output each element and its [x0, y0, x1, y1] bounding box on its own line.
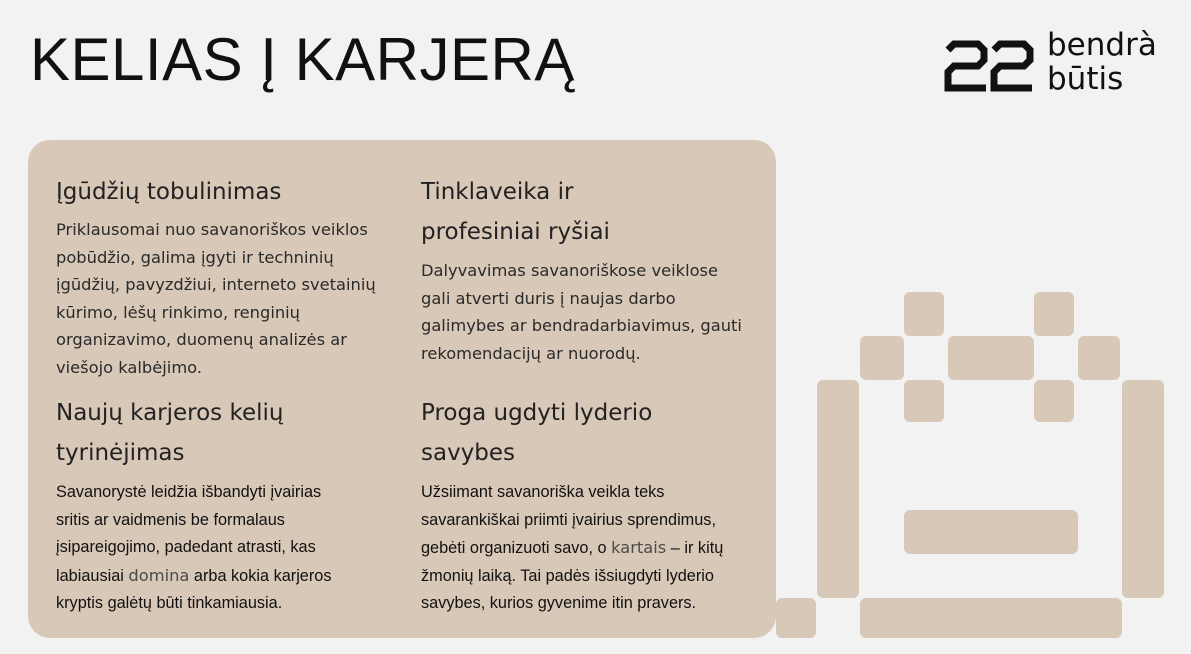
- logo-line-1: bendrà: [1047, 27, 1157, 63]
- body-accent-word: domina: [128, 565, 190, 585]
- section-heading: [421, 393, 766, 473]
- body-line: savarankiškai priimti įvairius sprendimus,: [421, 510, 716, 529]
- body-line: pobūdžio, galima įgyti ir techninių: [56, 247, 334, 267]
- section-skills: [56, 172, 401, 381]
- body-line: – ir kitų: [666, 539, 724, 557]
- section-career-paths: [56, 393, 401, 618]
- body-line: įsipareigojimo, padedant atrasti, kas: [56, 538, 316, 556]
- body-line: viešojo kalbėjimo.: [56, 357, 203, 377]
- body-line: Savanorystė leidžia išbandyti įvairias: [56, 483, 322, 501]
- section-heading: [421, 172, 761, 252]
- body-line: arba kokia karjeros: [189, 566, 332, 585]
- body-line: kryptis galėtų būti tinkamiausia.: [56, 594, 283, 612]
- section-body: [56, 216, 401, 381]
- body-accent-word: kartais: [611, 538, 667, 557]
- body-line: galimybes ar bendradarbiavimus, gauti: [421, 316, 742, 335]
- heading-line: savybes: [421, 440, 516, 466]
- pixel-calendar-face-icon: [760, 280, 1180, 654]
- body-line: Priklausomai nuo savanoriškos veiklos: [56, 220, 368, 239]
- heading-line: Proga ugdyti lyderio: [421, 400, 653, 426]
- brand-logo: [944, 28, 1174, 100]
- logo-line-2: būtis: [1047, 61, 1124, 97]
- body-line: Užsiimant savanoriška veikla teks: [421, 483, 665, 501]
- body-line: įgūdžių, pavyzdžiui, interneto svetainių: [56, 275, 376, 294]
- section-heading: Įgūdžių tobulinimas: [56, 179, 282, 205]
- heading-line: Naujų karjeros kelių: [56, 400, 284, 426]
- body-line: labiausiai: [56, 566, 129, 585]
- page-title: KELIAS Į KARJERĄ: [30, 26, 575, 93]
- heading-line: tyrinėjimas: [56, 440, 185, 466]
- body-line: gebėti organizuoti savo, o: [421, 539, 612, 557]
- body-line: savybes, kurios gyvenime itin pravers.: [421, 594, 697, 612]
- body-line: žmonių laiką. Tai padės išsiugdyti lyderio: [421, 566, 714, 585]
- heading-line: profesiniai ryšiai: [421, 219, 610, 245]
- body-line: sritis ar vaidmenis be formalaus: [56, 510, 285, 529]
- logo-22-icon: [944, 36, 1036, 96]
- body-line: gali atverti duris į naujas darbo: [421, 288, 676, 308]
- section-body: [421, 479, 766, 618]
- body-line: kūrimo, lėšų rinkimo, renginių: [56, 302, 301, 322]
- section-body: [421, 257, 761, 367]
- section-heading: [56, 393, 401, 473]
- body-line: organizavimo, duomenų analizės ar: [56, 330, 347, 349]
- logo-wordmark: [1047, 28, 1157, 96]
- body-line: rekomendacijų ar nuorodų.: [421, 343, 641, 363]
- heading-line: Tinklaveika ir: [421, 179, 574, 205]
- section-leadership: [421, 393, 766, 618]
- body-line: Dalyvavimas savanoriškose veiklose: [421, 261, 719, 280]
- section-body: [56, 479, 401, 618]
- section-networking: [421, 172, 761, 367]
